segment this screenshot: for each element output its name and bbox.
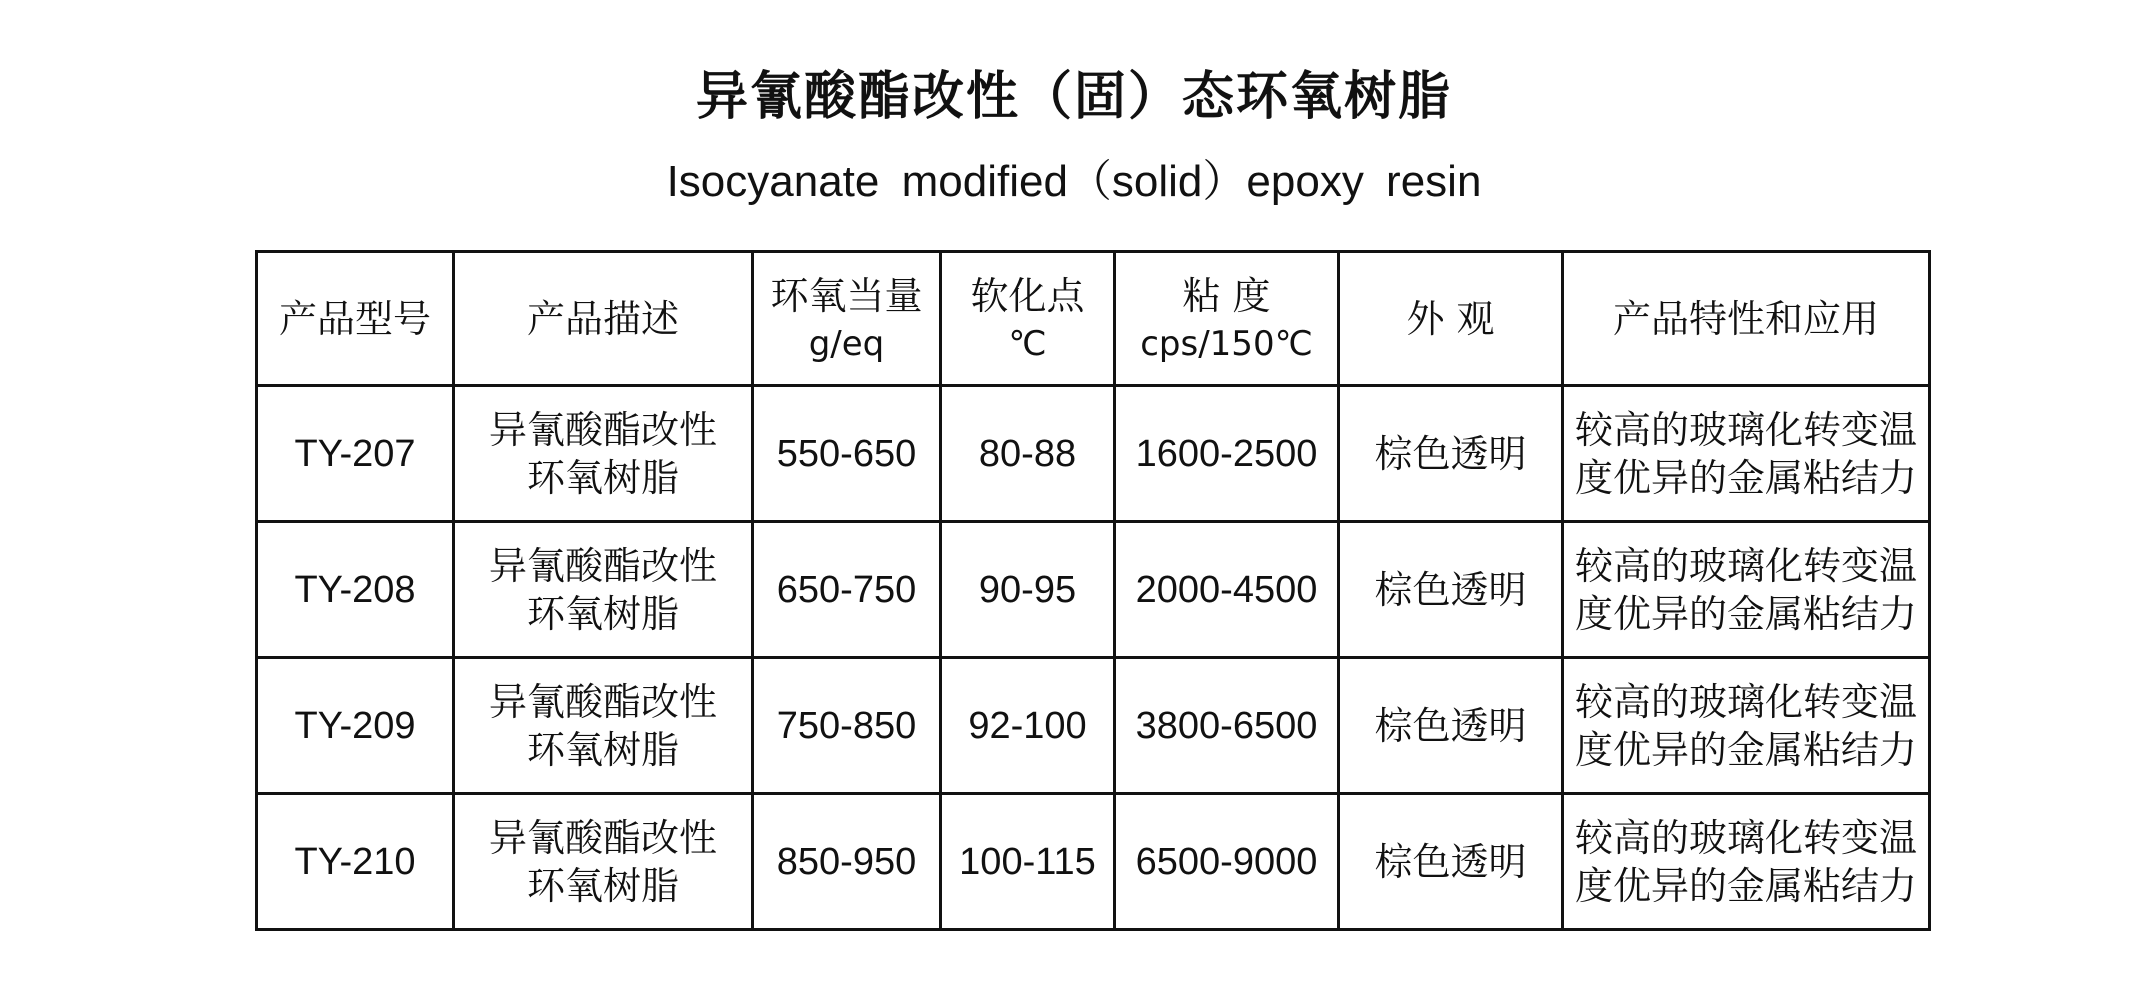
description-line: 异氰酸酯改性 — [488, 543, 717, 588]
header-label: 环氧当量 — [770, 273, 923, 318]
header-description — [454, 252, 753, 386]
header-features — [1563, 252, 1930, 386]
cell-viscosity: 3800-6500 — [1115, 658, 1339, 794]
cell-description — [454, 522, 753, 658]
cell-softening-point: 92-100 — [941, 658, 1115, 794]
description-line: 异氰酸酯改性 — [488, 407, 717, 452]
cell-softening-point: 100-115 — [941, 794, 1115, 930]
features-line: 度优异的金属粘结力 — [1574, 727, 1917, 772]
table-row — [257, 386, 1930, 522]
product-spec-table — [255, 250, 1931, 931]
cell-features — [1563, 794, 1930, 930]
table-header-row — [257, 252, 1930, 386]
table-row — [257, 522, 1930, 658]
cell-appearance: 棕色透明 — [1339, 386, 1563, 522]
header-label: 外 观 — [1406, 296, 1495, 341]
cell-appearance: 棕色透明 — [1339, 522, 1563, 658]
description-line: 异氰酸酯改性 — [488, 815, 717, 860]
header-unit: ℃ — [1008, 323, 1047, 364]
cell-features — [1563, 658, 1930, 794]
features-line: 较高的玻璃化转变温 — [1574, 679, 1917, 724]
features-line: 度优异的金属粘结力 — [1574, 591, 1917, 636]
header-label: 软化点 — [970, 273, 1085, 318]
description-line: 异氰酸酯改性 — [488, 679, 717, 724]
cell-description — [454, 386, 753, 522]
header-label: 产品描述 — [526, 296, 679, 341]
header-model — [257, 252, 454, 386]
cell-softening-point: 80-88 — [941, 386, 1115, 522]
cell-epoxy-equivalent: 850-950 — [753, 794, 941, 930]
cell-features — [1563, 522, 1930, 658]
features-line: 度优异的金属粘结力 — [1574, 455, 1917, 500]
description-line: 环氧树脂 — [526, 455, 679, 500]
header-epoxy-equivalent — [753, 252, 941, 386]
features-line: 较高的玻璃化转变温 — [1574, 407, 1917, 452]
cell-description — [454, 794, 753, 930]
cell-epoxy-equivalent: 550-650 — [753, 386, 941, 522]
cell-appearance: 棕色透明 — [1339, 794, 1563, 930]
cell-model: TY-207 — [257, 386, 454, 522]
description-line: 环氧树脂 — [526, 727, 679, 772]
features-line: 较高的玻璃化转变温 — [1574, 815, 1917, 860]
description-line: 环氧树脂 — [526, 591, 679, 636]
features-line: 较高的玻璃化转变温 — [1574, 543, 1917, 588]
cell-model: TY-208 — [257, 522, 454, 658]
table-row — [257, 658, 1930, 794]
cell-epoxy-equivalent: 750-850 — [753, 658, 941, 794]
header-unit: g/eq — [808, 323, 885, 364]
cell-epoxy-equivalent: 650-750 — [753, 522, 941, 658]
cell-description — [454, 658, 753, 794]
cell-viscosity: 2000-4500 — [1115, 522, 1339, 658]
cell-viscosity: 1600-2500 — [1115, 386, 1339, 522]
header-label: 产品型号 — [278, 296, 431, 341]
cell-model: TY-209 — [257, 658, 454, 794]
cell-appearance: 棕色透明 — [1339, 658, 1563, 794]
header-label: 产品特性和应用 — [1612, 296, 1879, 341]
document-title-english: Isocyanate modified（solid）epoxy resin — [666, 157, 1482, 206]
header-appearance — [1339, 252, 1563, 386]
document-title-chinese: 异氰酸酯改性（固）态环氧树脂 — [695, 67, 1452, 127]
header-softening-point — [941, 252, 1115, 386]
header-viscosity — [1115, 252, 1339, 386]
header-label: 粘 度 — [1182, 273, 1271, 318]
cell-model: TY-210 — [257, 794, 454, 930]
table-row — [257, 794, 1930, 930]
cell-softening-point: 90-95 — [941, 522, 1115, 658]
description-line: 环氧树脂 — [526, 863, 679, 908]
cell-features — [1563, 386, 1930, 522]
header-unit: cps/150℃ — [1140, 323, 1313, 364]
cell-viscosity: 6500-9000 — [1115, 794, 1339, 930]
features-line: 度优异的金属粘结力 — [1574, 863, 1917, 908]
